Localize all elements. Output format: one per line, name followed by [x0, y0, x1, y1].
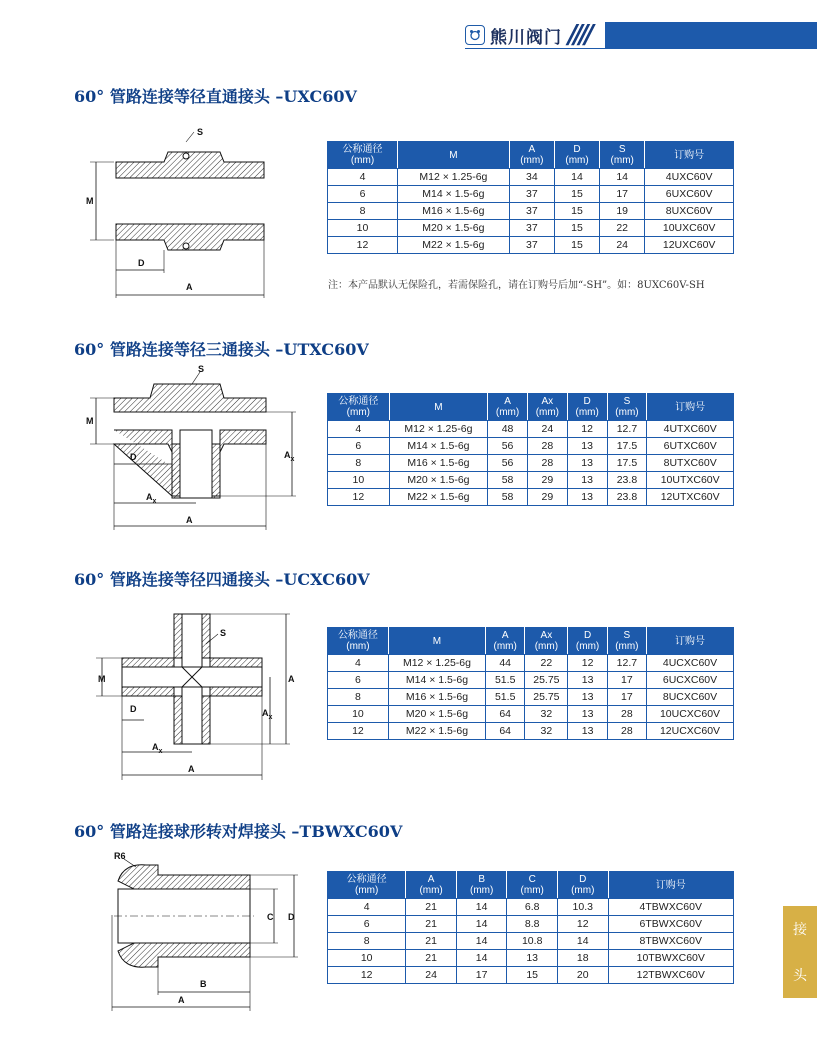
table-cell: M20 × 1.5-6g: [389, 472, 487, 489]
table-cell: 15: [554, 186, 599, 203]
label-m: M: [86, 196, 94, 206]
table-row: [328, 933, 734, 950]
col-header: M: [388, 628, 485, 655]
label-ax-vertical: $A_x$: [262, 708, 273, 721]
table-cell: M16 × 1.5-6g: [389, 455, 487, 472]
table-cell: 4: [328, 655, 389, 672]
table-cell: 32: [525, 706, 568, 723]
table-cell: 12UCXC60V: [647, 723, 734, 740]
table-cell: 58: [488, 472, 528, 489]
spec-table-uxc60v: [327, 141, 734, 254]
table-cell: 13: [567, 438, 607, 455]
table-cell: 12.7: [607, 655, 646, 672]
col-header: D (mm): [557, 872, 608, 899]
section-title-ucxc60v: 60° 管路连接等径四通接头 –UCXC60V: [74, 570, 370, 589]
col-header: A (mm): [509, 142, 554, 169]
table-cell: 6UTXC60V: [647, 438, 734, 455]
label-d: D: [288, 912, 295, 922]
side-tab-char: 头: [793, 968, 807, 984]
table-cell: 12: [328, 967, 406, 984]
table-row: [328, 169, 734, 186]
table-header-row: [328, 628, 734, 655]
table-cell: 17: [456, 967, 507, 984]
table-cell: 51.5: [486, 689, 525, 706]
table-cell: 4UXC60V: [645, 169, 734, 186]
table-cell: 13: [568, 672, 607, 689]
table-cell: M16 × 1.5-6g: [398, 203, 510, 220]
table-cell: 6TBWXC60V: [608, 916, 733, 933]
table-cell: M14 × 1.5-6g: [398, 186, 510, 203]
table-cell: 12: [568, 655, 607, 672]
col-header: M: [389, 394, 487, 421]
table-cell: M22 × 1.5-6g: [388, 723, 485, 740]
table-row: [328, 203, 734, 220]
table-cell: 37: [509, 220, 554, 237]
table-cell: M12 × 1.25-6g: [388, 655, 485, 672]
col-header: S (mm): [600, 142, 645, 169]
table-cell: 56: [488, 438, 528, 455]
col-header: D (mm): [554, 142, 599, 169]
table-cell: 12.7: [607, 421, 647, 438]
table-cell: 8: [328, 203, 398, 220]
table-cell: M14 × 1.5-6g: [388, 672, 485, 689]
table-cell: 29: [527, 489, 567, 506]
table-cell: 17: [607, 689, 646, 706]
table-cell: M20 × 1.5-6g: [388, 706, 485, 723]
table-cell: 15: [554, 220, 599, 237]
table-cell: 10: [328, 472, 390, 489]
col-header: 公称通径 (mm): [328, 142, 398, 169]
table-cell: 25.75: [525, 672, 568, 689]
label-a: A: [186, 515, 193, 525]
col-header: S (mm): [607, 394, 647, 421]
table-cell: 8UXC60V: [645, 203, 734, 220]
table-cell: 37: [509, 237, 554, 254]
label-a-vertical: A: [288, 674, 295, 684]
table-row: [328, 689, 734, 706]
table-cell: 6: [328, 438, 390, 455]
table-header-row: [328, 872, 734, 899]
table-cell: 13: [567, 455, 607, 472]
label-r6: R6: [114, 851, 126, 861]
col-header: A (mm): [486, 628, 525, 655]
side-tab-char: 接: [793, 922, 807, 938]
table-cell: 10UTXC60V: [647, 472, 734, 489]
table-cell: 14: [554, 169, 599, 186]
spec-table-ucxc60v: [327, 627, 734, 740]
table-row: [328, 916, 734, 933]
table-cell: 51.5: [486, 672, 525, 689]
col-header: 订购号: [647, 628, 734, 655]
table-cell: 8UTXC60V: [647, 455, 734, 472]
table-cell: M16 × 1.5-6g: [388, 689, 485, 706]
col-header: 公称通径 (mm): [328, 872, 406, 899]
bear-logo-icon: [465, 25, 485, 45]
uxc60v-drawing: [74, 120, 314, 300]
col-header: D (mm): [567, 394, 607, 421]
table-cell: 24: [600, 237, 645, 254]
col-header: 公称通径 (mm): [328, 628, 389, 655]
label-s: S: [220, 628, 227, 638]
section-title-utxc60v: 60° 管路连接等径三通接头 –UTXC60V: [74, 340, 369, 359]
label-a: A: [188, 764, 195, 774]
table-cell: M20 × 1.5-6g: [398, 220, 510, 237]
table-cell: 14: [557, 933, 608, 950]
table-cell: 24: [527, 421, 567, 438]
table-row: [328, 967, 734, 984]
table-cell: 8.8: [507, 916, 558, 933]
label-d: D: [138, 258, 145, 268]
side-category-tab[interactable]: [783, 906, 817, 998]
table-cell: 12UTXC60V: [647, 489, 734, 506]
table-cell: 12: [567, 421, 607, 438]
label-b: B: [200, 979, 207, 989]
table-cell: 25.75: [525, 689, 568, 706]
label-c: C: [267, 912, 274, 922]
table-cell: 23.8: [607, 472, 647, 489]
table-cell: 24: [406, 967, 457, 984]
table-cell: 14: [456, 933, 507, 950]
col-header: S (mm): [607, 628, 646, 655]
table-cell: 13: [568, 706, 607, 723]
brand-name: 熊川阀门: [490, 27, 562, 48]
table-cell: 12TBWXC60V: [608, 967, 733, 984]
table-cell: 56: [488, 455, 528, 472]
table-cell: 10: [328, 950, 406, 967]
label-s: S: [198, 364, 205, 374]
col-header: D (mm): [568, 628, 607, 655]
table-cell: 64: [486, 723, 525, 740]
table-cell: 21: [406, 899, 457, 916]
table-row: [328, 950, 734, 967]
table-row: [328, 655, 734, 672]
table-cell: 6UCXC60V: [647, 672, 734, 689]
table-cell: 8: [328, 689, 389, 706]
table-cell: 21: [406, 916, 457, 933]
table-row: [328, 706, 734, 723]
table-row: [328, 237, 734, 254]
spec-table-tbwxc60v: [327, 871, 734, 984]
table-cell: 21: [406, 950, 457, 967]
table-cell: 15: [554, 237, 599, 254]
table-cell: 14: [456, 950, 507, 967]
table-cell: 28: [527, 455, 567, 472]
table-cell: 8: [328, 455, 390, 472]
table-cell: 34: [509, 169, 554, 186]
table-cell: 4UCXC60V: [647, 655, 734, 672]
table-cell: 17: [600, 186, 645, 203]
col-header: A (mm): [406, 872, 457, 899]
table-cell: M22 × 1.5-6g: [389, 489, 487, 506]
table-row: [328, 220, 734, 237]
table-cell: 12UXC60V: [645, 237, 734, 254]
col-header: Ax (mm): [525, 628, 568, 655]
table-row: [328, 438, 734, 455]
table-cell: M12 × 1.25-6g: [389, 421, 487, 438]
table-cell: 10: [328, 220, 398, 237]
table-row: [328, 723, 734, 740]
tbwxc60v-drawing: [74, 845, 314, 1015]
col-header: C (mm): [507, 872, 558, 899]
table-row: [328, 455, 734, 472]
table-cell: 64: [486, 706, 525, 723]
table-cell: 8TBWXC60V: [608, 933, 733, 950]
table-cell: 15: [554, 203, 599, 220]
section-title-tbwxc60v: 60° 管路连接球形转对焊接头 –TBWXC60V: [74, 822, 403, 841]
header-rule: [465, 48, 817, 49]
table-cell: 6: [328, 916, 406, 933]
table-cell: 13: [507, 950, 558, 967]
table-cell: 23.8: [607, 489, 647, 506]
label-a: A: [178, 995, 185, 1005]
table-cell: 37: [509, 203, 554, 220]
ordering-note: 注：本产品默认无保险孔，若需保险孔，请在订购号后加“-SH”。如：8UXC60V-SH: [328, 280, 705, 291]
table-cell: 22: [525, 655, 568, 672]
table-cell: 28: [527, 438, 567, 455]
spec-table-utxc60v: [327, 393, 734, 506]
col-header: M: [398, 142, 510, 169]
table-cell: 6: [328, 672, 389, 689]
label-d: D: [130, 704, 137, 714]
table-row: [328, 186, 734, 203]
col-header: 订购号: [608, 872, 733, 899]
table-cell: 12: [328, 237, 398, 254]
table-cell: 10UXC60V: [645, 220, 734, 237]
table-cell: 13: [567, 472, 607, 489]
table-cell: 12: [557, 916, 608, 933]
table-cell: 29: [527, 472, 567, 489]
table-cell: 4UTXC60V: [647, 421, 734, 438]
table-cell: 13: [568, 723, 607, 740]
table-cell: 14: [456, 916, 507, 933]
col-header: 订购号: [647, 394, 734, 421]
ucxc60v-drawing: [74, 600, 314, 785]
table-cell: 13: [568, 689, 607, 706]
table-cell: 17: [607, 672, 646, 689]
table-cell: 17.5: [607, 438, 647, 455]
label-ax: $A_x$: [152, 742, 163, 755]
table-cell: 28: [607, 723, 646, 740]
table-cell: 4: [328, 421, 390, 438]
table-cell: 6: [328, 186, 398, 203]
table-cell: 20: [557, 967, 608, 984]
table-cell: 12: [328, 489, 390, 506]
table-cell: 10UCXC60V: [647, 706, 734, 723]
table-cell: M12 × 1.25-6g: [398, 169, 510, 186]
table-cell: 8UCXC60V: [647, 689, 734, 706]
label-s: S: [197, 127, 204, 137]
col-header: 公称通径 (mm): [328, 394, 390, 421]
table-cell: 4TBWXC60V: [608, 899, 733, 916]
header-slashes: ////: [568, 20, 590, 50]
label-m: M: [98, 674, 106, 684]
table-cell: 6.8: [507, 899, 558, 916]
col-header: A (mm): [488, 394, 528, 421]
col-header: Ax (mm): [527, 394, 567, 421]
table-cell: 4: [328, 899, 406, 916]
table-cell: 13: [567, 489, 607, 506]
table-row: [328, 672, 734, 689]
page-header: [465, 22, 590, 48]
table-cell: 14: [600, 169, 645, 186]
table-cell: M22 × 1.5-6g: [398, 237, 510, 254]
table-cell: 19: [600, 203, 645, 220]
table-cell: 4: [328, 169, 398, 186]
table-cell: 28: [607, 706, 646, 723]
label-m: M: [86, 416, 94, 426]
table-cell: 10.3: [557, 899, 608, 916]
label-ax: $A_x$: [146, 492, 157, 505]
table-cell: 37: [509, 186, 554, 203]
label-ax-vertical: $A_x$: [284, 450, 295, 463]
table-cell: 6UXC60V: [645, 186, 734, 203]
table-cell: 10: [328, 706, 389, 723]
table-row: [328, 899, 734, 916]
label-a: A: [186, 282, 193, 292]
table-cell: 8: [328, 933, 406, 950]
table-row: [328, 489, 734, 506]
col-header: 订购号: [645, 142, 734, 169]
label-d: D: [130, 452, 137, 462]
utxc60v-drawing: [74, 360, 314, 535]
table-cell: 21: [406, 933, 457, 950]
table-row: [328, 472, 734, 489]
table-cell: 22: [600, 220, 645, 237]
table-row: [328, 421, 734, 438]
section-title-uxc60v: 60° 管路连接等径直通接头 –UXC60V: [74, 87, 357, 106]
table-cell: M14 × 1.5-6g: [389, 438, 487, 455]
table-cell: 18: [557, 950, 608, 967]
header-bar: [605, 22, 817, 48]
table-header-row: [328, 394, 734, 421]
table-cell: 10.8: [507, 933, 558, 950]
col-header: B (mm): [456, 872, 507, 899]
table-cell: 17.5: [607, 455, 647, 472]
table-header-row: [328, 142, 734, 169]
table-cell: 44: [486, 655, 525, 672]
table-cell: 10TBWXC60V: [608, 950, 733, 967]
table-cell: 32: [525, 723, 568, 740]
table-cell: 58: [488, 489, 528, 506]
table-cell: 15: [507, 967, 558, 984]
table-cell: 12: [328, 723, 389, 740]
table-cell: 14: [456, 899, 507, 916]
table-cell: 48: [488, 421, 528, 438]
